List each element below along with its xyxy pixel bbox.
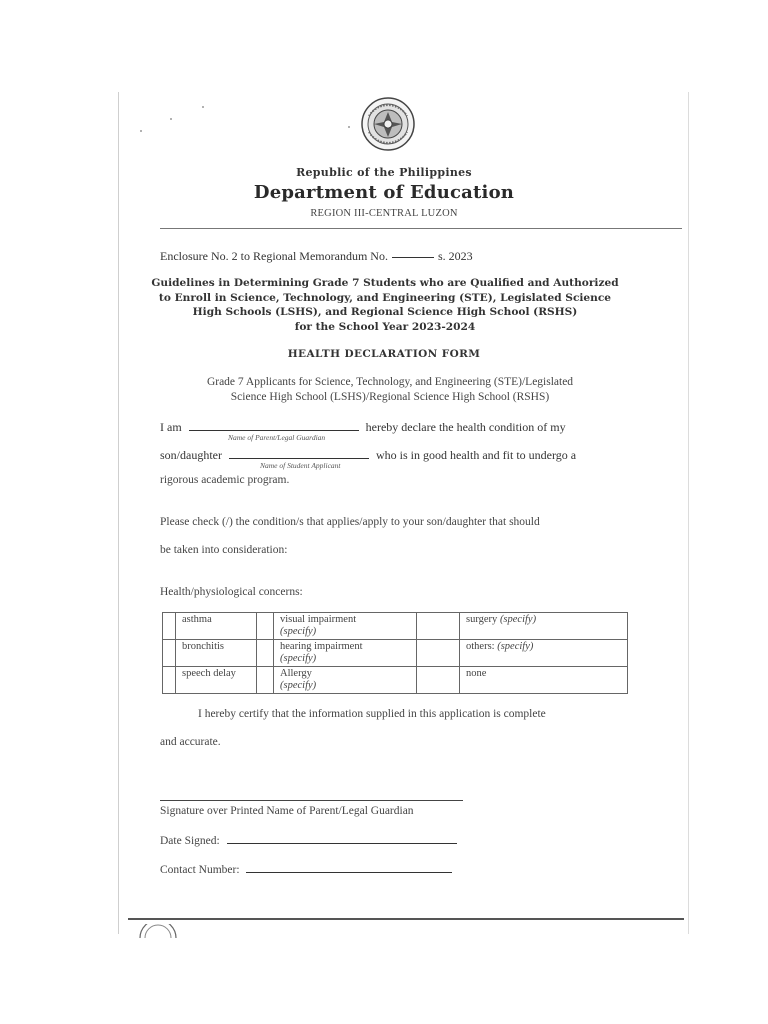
guidelines-line: to Enroll in Science, Technology, and Engineering (STE), Legislated Science [158,291,612,304]
guidelines-line: High Schools (LSHS), and Regional Science High School (RSHS) [192,306,578,318]
specify-label: (specify) [280,680,317,691]
specify-label: (specify) [280,626,317,637]
condition-cell [274,613,417,640]
footer-seal-icon [138,924,178,938]
guidelines-line: for the School Year 2023-2024 [294,320,476,333]
guidelines-line: Guidelines in Determining Grade 7 Students who are Qualified and Authorized [151,277,619,289]
condition-label: visual impairment [280,614,357,625]
checkbox-surgery[interactable] [417,613,460,640]
parent-name-field[interactable] [189,418,359,431]
condition-label: surgery [466,614,498,625]
applicants-text [160,375,620,405]
enclosure-prefix: Enclosure No. 2 to Regional Memorandum No. [160,249,388,263]
checkbox-others[interactable] [417,640,460,667]
rigorous-text: rigorous academic program. [160,474,290,486]
scan-speck [348,126,350,128]
condition-cell: speech delay [176,667,257,694]
scan-speck [170,118,172,120]
checkbox-allergy[interactable] [257,667,274,694]
condition-label: hearing impairment [280,641,363,652]
table-row [163,613,628,640]
specify-label: (specify) [497,641,534,652]
date-signed-field[interactable] [227,832,457,844]
department-title: Department of Education [253,182,515,203]
enclosure-line [160,249,473,264]
concerns-heading: Health/physiological concerns: [160,586,303,598]
contact-number-row [160,861,452,876]
checkbox-bronchitis[interactable] [163,640,176,667]
condition-cell: asthma [176,613,257,640]
son-daughter-text: son/daughter [160,448,222,462]
condition-cell [460,613,628,640]
instructions-line: be taken into consideration: [160,544,288,556]
condition-label: none [466,668,487,679]
declaration-row-student [160,446,576,463]
instructions-line: Please check (/) the condition/s that applies/apply to your son/daughter that should [160,516,540,528]
specify-label: (specify) [499,614,537,625]
date-signed-row [160,832,457,847]
checkbox-hearing-impairment[interactable] [257,640,274,667]
signature-label: Signature over Printed Name of Parent/Legal Guardian [160,805,414,817]
i-am-text: I am [160,420,182,434]
condition-label: others: [466,641,495,652]
good-health-text: who is in good health and fit to undergo a [376,448,577,462]
date-signed-label: Date Signed: [160,835,220,847]
condition-cell: bronchitis [176,640,257,667]
deped-seal-icon [361,96,415,160]
certify-line: I hereby certify that the information supplied in this application is complete [198,708,546,720]
footer-divider [128,918,684,920]
condition-cell [460,640,628,667]
student-name-caption: Name of Student Applicant [260,461,341,470]
applicants-line: Grade 7 Applicants for Science, Technology, and Engineering (STE)/Legislated [206,376,574,388]
memorandum-number-blank [392,257,434,258]
checkbox-visual-impairment[interactable] [257,613,274,640]
header-divider [160,228,682,229]
enclosure-suffix: s. 2023 [437,249,473,263]
hereby-text: hereby declare the health condition of my [365,420,566,434]
guidelines-title [150,276,620,334]
scan-speck [202,106,204,108]
region-text: REGION III-CENTRAL LUZON [310,208,458,219]
checkbox-asthma[interactable] [163,613,176,640]
republic-text: Republic of the Philippines [296,166,472,179]
form-title: HEALTH DECLARATION FORM [287,348,481,360]
student-name-field[interactable] [229,446,369,459]
declaration-row-parent [160,418,566,435]
table-row [163,667,628,694]
parent-name-caption: Name of Parent/Legal Guardian [228,433,326,442]
signature-field[interactable] [160,800,463,801]
health-concerns-table [162,612,628,694]
checkbox-speech-delay[interactable] [163,667,176,694]
contact-number-field[interactable] [246,861,452,873]
condition-cell [274,667,417,694]
table-row [163,640,628,667]
condition-cell [274,640,417,667]
contact-number-label: Contact Number: [160,864,240,876]
applicants-line: Science High School (LSHS)/Regional Science High School (RSHS) [230,391,550,403]
condition-label: Allergy [280,668,312,679]
scan-speck [140,130,142,132]
condition-cell [460,667,628,694]
checkbox-none[interactable] [417,667,460,694]
specify-label: (specify) [280,653,317,664]
certify-line: and accurate. [160,736,221,748]
